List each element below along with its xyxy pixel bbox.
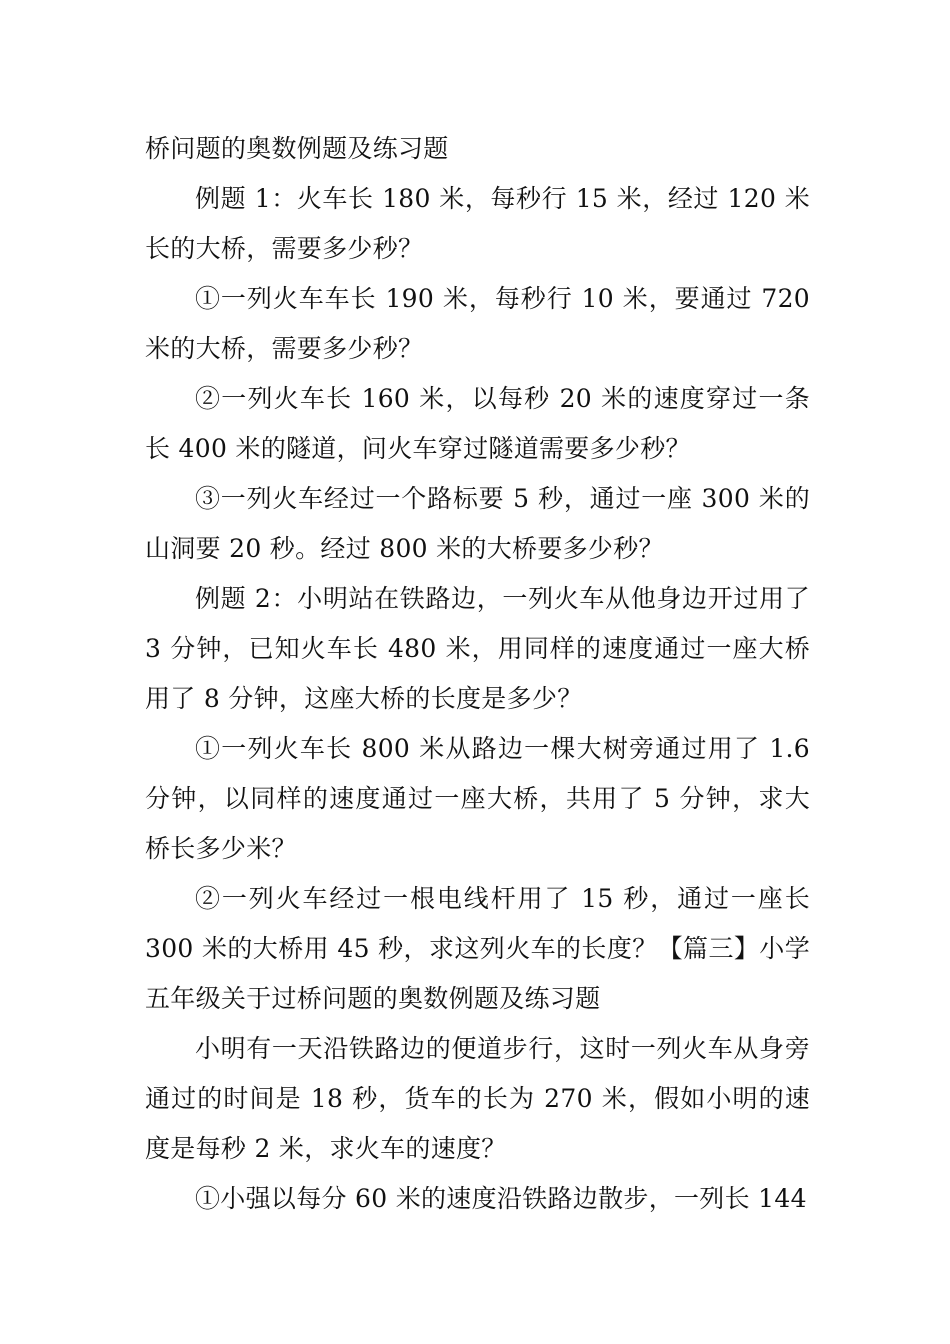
exercise-1-2-paragraph: ②一列火车长 160 米，以每秒 20 米的速度穿过一条长 400 米的隧道，问火车穿过隧道需要多少秒？: [145, 384, 810, 463]
exercise-3-1-paragraph: ①小强以每分 60 米的速度沿铁路边散步，一列长 144: [195, 1184, 807, 1213]
exercise-1-1-paragraph: ①一列火车车长 190 米，每秒行 10 米，要通过 720 米的大桥，需要多少秒？: [145, 284, 810, 363]
example-3-paragraph: 小明有一天沿铁路边的便道步行，这时一列火车从身旁通过的时间是 18 秒，货车的长为 270 米，假如小明的速度是每秒 2 米，求火车的速度？: [145, 1034, 810, 1163]
example-2-paragraph: 例题 2：小明站在铁路边，一列火车从他身边开过用了 3 分钟，已知火车长 480 米，用同样的速度通过一座大桥用了 8 分钟，这座大桥的长度是多少？: [145, 584, 810, 713]
document-body: [145, 124, 810, 1224]
exercise-2-2-paragraph: ②一列火车经过一根电线杆用了 15 秒，通过一座长 300 米的大桥用 45 秒，求这列火车的长度？【篇三】小学五年级关于过桥问题的奥数例题及练习题: [145, 884, 810, 1013]
exercise-1-3-paragraph: ③一列火车经过一个路标要 5 秒，通过一座 300 米的山洞要 20 秒。经过 800 米的大桥要多少秒？: [145, 484, 810, 563]
example-1-paragraph: 例题 1：火车长 180 米，每秒行 15 米，经过 120 米长的大桥，需要多少秒？: [145, 184, 810, 263]
document-title: 桥问题的奥数例题及练习题: [145, 134, 449, 163]
exercise-2-1-paragraph: ①一列火车长 800 米从路边一棵大树旁通过用了 1.6 分钟，以同样的速度通过一座大桥，共用了 5 分钟，求大桥长多少米？: [145, 734, 810, 863]
